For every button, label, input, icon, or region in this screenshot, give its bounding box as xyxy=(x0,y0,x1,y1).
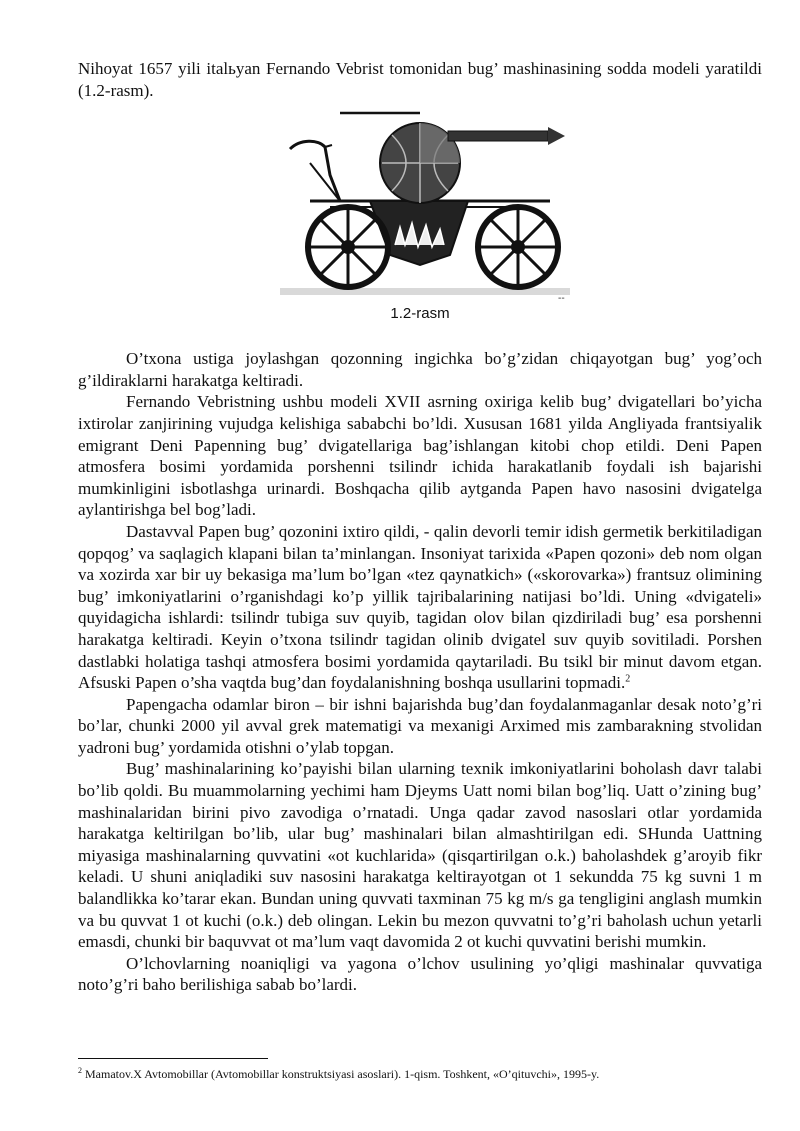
footnote xyxy=(78,1067,762,1082)
paragraph-2: Fernando Vebristning ushbu modeli XVII asrning oxiriga kelib bug’ dvigatellari bo’yicha ixtirolar zanjirining vujudga kelishiga sababchi bo’ldi. Xususan 1681 yilda Angliyada frantsiyalik emigrant Deni Papenning bug’ dvigatellariga bag’ishlangan kitobi chop etildi. Deni Papen atmosfera bosimi yordamida porshenni tsilindr ichida harakatlanib foydali ish bajarishi mumkinligini isbotlashga urinardi. Boshqacha qilib aytganda Papen havo nasosini dvigatelga aylantirishga bel bog’ladi. xyxy=(78,392,762,520)
steam-cart-illustration xyxy=(270,105,570,301)
paragraph-5: O’lchovlarning noaniqligi va yagona o’lchov usulining yo’qligi mashinalar quvvatiga noto’g’ri baho berilishiga sabab bo’lardi. xyxy=(78,953,762,995)
corner-mark: -- xyxy=(558,293,565,302)
paragraph-3: Papengacha odamlar biron – bir ishni bajarishda bug’dan foydalanmaganlar desak noto’g’ri bo’lar, chunki 2000 yil avval grek matematigi va mexanigi Arximed mis zambarakning stvolidan yadroni bug’ yordamida otishni o’ylab topgan. xyxy=(78,694,762,757)
wheel-right xyxy=(478,207,558,287)
page-body xyxy=(78,58,762,996)
figure-steam-cart xyxy=(78,105,762,301)
footnote-marker: 2 xyxy=(78,1066,82,1075)
wheel-left xyxy=(308,207,388,287)
arrow-icon xyxy=(548,127,565,145)
steam-pipe xyxy=(448,131,548,141)
paragraph-papen xyxy=(78,521,762,694)
footnote-divider xyxy=(78,1058,268,1059)
paragraph-1: O’txona ustiga joylashgan qozonning ingichka bo’g’zidan chiqayotgan bug’ yog’och g’ildiraklarni harakatga keltiradi. xyxy=(78,349,762,390)
footnote-ref[interactable]: 2 xyxy=(625,673,631,685)
figure-caption: 1.2-rasm xyxy=(390,305,450,323)
footnote-text: Mamatov.X Avtomobillar (Avtomobillar konstruktsiyasi asoslari). 1-qism. Toshkent, «O’qituvchi», 1995-y. xyxy=(82,1067,600,1081)
papen-text: Dastavval Papen bug’ qozonini ixtiro qildi, - qalin devorli temir idish germetik berkitiladigan qopqog’ va saqlagich klapani bilan ta’minlangan. Insoniyat tarixida «Papen qozoni» deb nom olgan va xozirda xar bir uy bekasiga ma’lum bo’lgan «tez qaynatkich» («skorovarka») frantsuz olimining bug’ imkoniyatlarini o’rganishdagi ko’p yillik tajribalarining natijasi bo’ldi. Uning «dvigateli» quyidagicha ishlardi: tsilindr tubiga suv quyib, tagidan olov bilan qizdiriladi bug’ esa porshenni harakatga keltiradi. Keyin o’txona tsilindr tagidan olinib dvigatel suv quyib sovitiladi. Porshen dastlabki holatiga tashqi atmosfera bosimi yordamida qaytariladi. Bu tsikl bir minut davom etgan. Afsuski Papen o’sha vaqtda bug’dan foydalanishning boshqa usullarini topmadi. xyxy=(78,521,762,693)
paragraph-4: Bug’ mashinalarining ko’payishi bilan ularning texnik imkoniyatlarini boholash davr talabi bo’lib qoldi. Bu muammolarning yechimi ham Djeyms Uatt nomi bilan bog’liq. Uatt o’zining bug’ mashinalaridan birini pivo zavodiga o’rnatadi. Unga qadar zavod nasoslari otlar yordamida harakatga keltirilgan bo’lib, ular bug’ mashinalari bilan almashtirilgan edi. SHunda Uattning miyasiga mashinalarning quvvatini «ot kuchlarida» (qisqartirilgan o.k.) baholashdek g’aroyib fikr keladi. U shuni aniqladiki suv nasosini harakatga keltirayotgan ot 1 sekundda 75 kg suvni 1 m balandlikka ko’tarar ekan. Bundan uning quvvati taxminan 75 kg m/s ga tengligini anglash mumkin va bu quvvat 1 ot kuchi (o.k.) deb olingan. Lekin bu mezon quvvatni to’g’ri baholash uchun yetarli emasdi, chunki bir baquvvat ot ma’lum vaqt davomida 2 ot kuchi quvvatini berishi mumkin. xyxy=(78,759,762,952)
intro-paragraph: Nihoyat 1657 yili italьyan Fernando Vebrist tomonidan bug’ mashinasining sodda modeli yaratildi (1.2-rasm). xyxy=(78,59,762,100)
